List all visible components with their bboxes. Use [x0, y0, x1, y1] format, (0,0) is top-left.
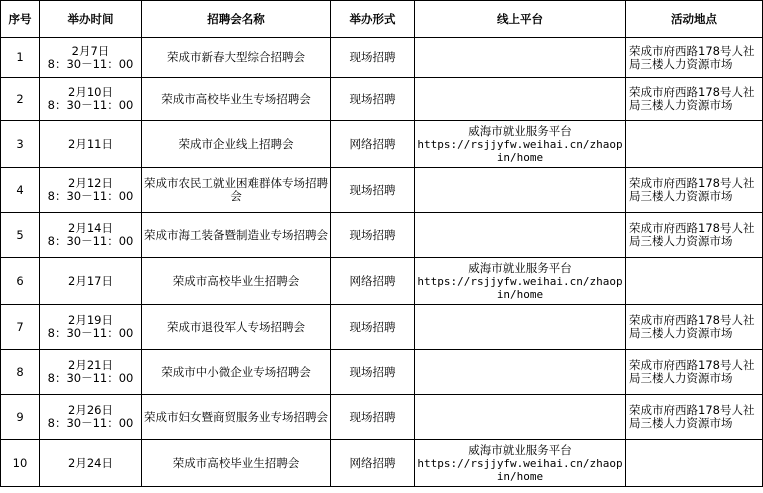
cell-index: 5 — [1, 213, 40, 258]
cell-format: 现场招聘 — [331, 78, 415, 121]
cell-venue: 荣成市府西路178号人社局三楼人力资源市场 — [626, 78, 763, 121]
cell-time: 2月26日 8：30－11：00 — [40, 395, 142, 440]
cell-time: 2月19日 8：30－11：00 — [40, 305, 142, 350]
cell-venue: 荣成市府西路178号人社局三楼人力资源市场 — [626, 350, 763, 395]
cell-platform — [415, 395, 626, 440]
table-row — [1, 440, 763, 487]
cell-time: 2月14日 8：30－11：00 — [40, 213, 142, 258]
cell-venue: 荣成市府西路178号人社局三楼人力资源市场 — [626, 38, 763, 78]
cell-platform — [415, 213, 626, 258]
cell-venue: 荣成市府西路178号人社局三楼人力资源市场 — [626, 168, 763, 213]
table-row — [1, 78, 763, 121]
table-row — [1, 258, 763, 305]
cell-name: 荣成市妇女暨商贸服务业专场招聘会 — [142, 395, 331, 440]
cell-platform — [415, 121, 626, 168]
cell-index: 6 — [1, 258, 40, 305]
cell-format: 网络招聘 — [331, 258, 415, 305]
cell-platform — [415, 440, 626, 487]
cell-platform — [415, 38, 626, 78]
header-platform: 线上平台 — [415, 1, 626, 38]
cell-time: 2月24日 — [40, 440, 142, 487]
cell-index: 9 — [1, 395, 40, 440]
table-row — [1, 350, 763, 395]
platform-url[interactable]: https://rsjjyfw.weihai.cn/zhaopin/home — [417, 274, 623, 301]
cell-name: 荣成市高校毕业生招聘会 — [142, 440, 331, 487]
cell-index: 4 — [1, 168, 40, 213]
cell-name: 荣成市退役军人专场招聘会 — [142, 305, 331, 350]
header-time: 举办时间 — [40, 1, 142, 38]
cell-index: 1 — [1, 38, 40, 78]
cell-platform — [415, 78, 626, 121]
platform-title: 威海市就业服务平台 — [468, 123, 572, 138]
cell-name: 荣成市企业线上招聘会 — [142, 121, 331, 168]
cell-name: 荣成市农民工就业困难群体专场招聘会 — [142, 168, 331, 213]
cell-index: 3 — [1, 121, 40, 168]
cell-name: 荣成市新春大型综合招聘会 — [142, 38, 331, 78]
header-row — [1, 1, 763, 38]
cell-index: 10 — [1, 440, 40, 487]
cell-format: 现场招聘 — [331, 395, 415, 440]
cell-venue: 荣成市府西路178号人社局三楼人力资源市场 — [626, 395, 763, 440]
cell-format: 现场招聘 — [331, 168, 415, 213]
cell-venue — [626, 440, 763, 487]
cell-format: 现场招聘 — [331, 350, 415, 395]
cell-format: 网络招聘 — [331, 440, 415, 487]
cell-time: 2月10日 8：30－11：00 — [40, 78, 142, 121]
cell-time: 2月7日 8：30－11：00 — [40, 38, 142, 78]
cell-venue — [626, 121, 763, 168]
platform-url[interactable]: https://rsjjyfw.weihai.cn/zhaopin/home — [417, 137, 623, 164]
cell-index: 8 — [1, 350, 40, 395]
cell-venue: 荣成市府西路178号人社局三楼人力资源市场 — [626, 213, 763, 258]
cell-venue — [626, 258, 763, 305]
cell-format: 现场招聘 — [331, 305, 415, 350]
cell-name: 荣成市高校毕业生招聘会 — [142, 258, 331, 305]
cell-time: 2月17日 — [40, 258, 142, 305]
cell-index: 7 — [1, 305, 40, 350]
header-format: 举办形式 — [331, 1, 415, 38]
header-index: 序号 — [1, 1, 40, 38]
cell-format: 网络招聘 — [331, 121, 415, 168]
cell-name: 荣成市中小微企业专场招聘会 — [142, 350, 331, 395]
cell-format: 现场招聘 — [331, 213, 415, 258]
platform-title: 威海市就业服务平台 — [468, 260, 572, 275]
cell-format: 现场招聘 — [331, 38, 415, 78]
table-row — [1, 121, 763, 168]
platform-url[interactable]: https://rsjjyfw.weihai.cn/zhaopin/home — [417, 456, 623, 483]
cell-name: 荣成市高校毕业生专场招聘会 — [142, 78, 331, 121]
cell-time: 2月21日 8：30－11：00 — [40, 350, 142, 395]
cell-platform — [415, 168, 626, 213]
header-name: 招聘会名称 — [142, 1, 331, 38]
cell-platform — [415, 350, 626, 395]
cell-venue: 荣成市府西路178号人社局三楼人力资源市场 — [626, 305, 763, 350]
cell-name: 荣成市海工装备暨制造业专场招聘会 — [142, 213, 331, 258]
table-row — [1, 168, 763, 213]
cell-platform — [415, 305, 626, 350]
table-row — [1, 38, 763, 78]
platform-title: 威海市就业服务平台 — [468, 442, 572, 457]
table-row — [1, 305, 763, 350]
cell-platform — [415, 258, 626, 305]
header-venue: 活动地点 — [626, 1, 763, 38]
table-row — [1, 213, 763, 258]
table-row — [1, 395, 763, 440]
cell-index: 2 — [1, 78, 40, 121]
cell-time: 2月12日 8：30－11：00 — [40, 168, 142, 213]
cell-time: 2月11日 — [40, 121, 142, 168]
